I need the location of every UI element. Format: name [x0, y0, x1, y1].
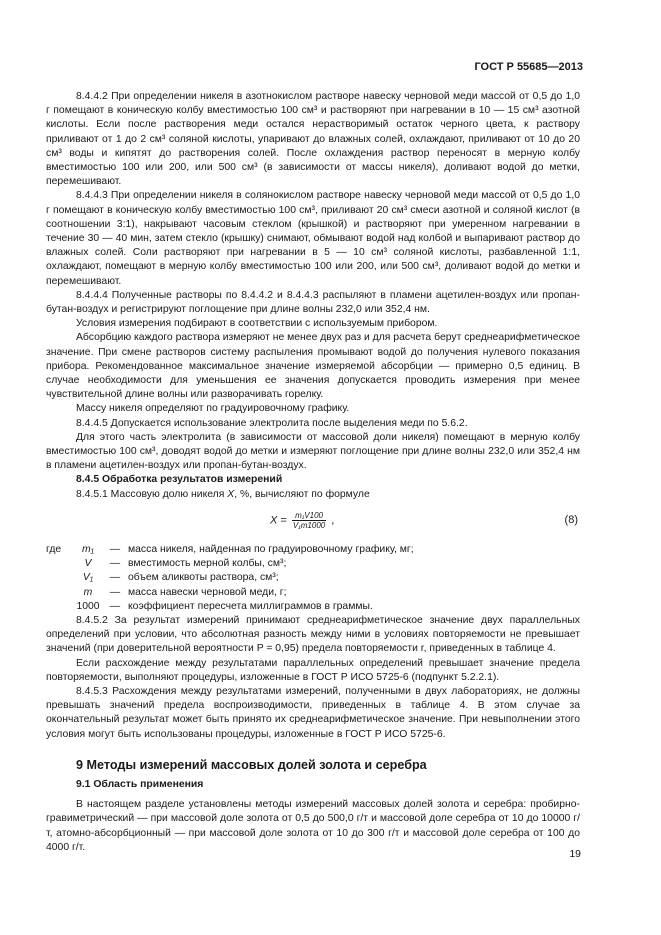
paragraph-8-4-5-1	[46, 488, 580, 502]
legend-description: вместимость мерной колбы, см³;	[128, 558, 287, 570]
legend-symbol: V₁	[82, 572, 94, 584]
legend-symbol: m₁	[82, 543, 94, 555]
formula-lhs: X	[270, 514, 278, 527]
legend-dash: —	[109, 600, 121, 612]
legend-where-word: где	[46, 543, 62, 555]
legend-symbol: m	[83, 586, 93, 598]
legend-row	[46, 600, 414, 614]
paragraph-measurement-conditions: Условия измерения подбирают в соответствии с используемым прибором.	[76, 318, 438, 330]
paragraph-nickel-mass: Массу никеля определяют по градуировочному графику.	[76, 403, 350, 415]
formula-number: (8)	[564, 513, 578, 526]
legend-row	[46, 586, 414, 600]
formula-numerator: m₁V100	[292, 511, 326, 521]
legend-description: объем аликвоты раствора, см³;	[128, 572, 279, 584]
paragraph-8-4-5-1-pre: 8.4.5.1 Массовую долю никеля	[76, 488, 228, 500]
subsection-heading-8-4-5: 8.4.5 Обработка результатов измерений	[76, 474, 283, 486]
legend-row	[46, 557, 414, 571]
legend-symbol: 1000	[76, 600, 100, 612]
page-number: 19	[569, 848, 581, 860]
document-body	[46, 90, 580, 855]
variable-legend	[46, 543, 580, 614]
paragraph-repeatability-exceeded: Если расхождение между результатами параллельных определений превышает значение предела повторяемости, выполняют процедуры, изложенные в ГОСТ Р ИСО 5725-6 (подпункт 5.2.2.1).	[46, 657, 580, 683]
formula-8	[46, 505, 580, 535]
legend-dash: —	[109, 586, 121, 598]
formula-tail: ,	[328, 514, 335, 527]
variable-x: X	[227, 488, 235, 500]
variable-legend-table	[46, 543, 414, 614]
paragraph-8-4-4-4: 8.4.4.4 Полученные растворы по 8.4.4.2 и 8.4.4.3 распыляют в пламени ацетилен-воздух или пропан-бутан-воздух и регистрируют поглощение при длине волны 232,0 или 352,4 нм.	[46, 289, 580, 316]
legend-description: коэффициент пересчета миллиграммов в граммы.	[128, 600, 373, 612]
paragraph-8-4-4-2: 8.4.4.2 При определении никеля в азотнокислом растворе навеску черновой меди массой от 0,5 до 1,0 г помещают в коническую колбу вместимостью 100 см³ и растворяют при нагревании в 10 — 15 см³ азотной кислоты. Если после растворения меди остался нерастворимый остаток черного цвета, к раствору приливают от 1 до 2 см³ соляной кислоты, упаривают до влажных солей, охлаждают, приливают от 10 до 20 см³ воды и кипятят до растворения солей. После охлаждения раствор переносят в мерную колбу вместимостью 100 или 200, или 500 см³ (в зависимости от массы никеля), доливают водой до метки, перемешивают.	[46, 91, 580, 188]
legend-description: масса навески черновой меди, г;	[128, 586, 287, 598]
legend-row	[46, 571, 414, 585]
subsection-heading-9-1: 9.1 Область применения	[76, 778, 204, 790]
formula-denominator: V₁m1000	[292, 520, 326, 530]
paragraph-8-4-4-3: 8.4.4.3 При определении никеля в солянокислом растворе навеску черновой меди массой от 0,5 до 1,0 г помещают в коническую колбу вместимостью 100 см³, приливают 20 см³ смеси азотной и соляной кислот (в соотношении 3:1), накрывают часовым стеклом (крышкой) и растворяют при умеренном нагревании в течение 30 — 40 мин, затем стекло (крышку) снимают, обмывают водой над колбой и выпаривают раствор до влажных солей. Соли растворяют при нагревании в 5 — 10 см³ соляной кислоты, разбавленной 1:1, охлаждают, помещают в мерную колбу вместимостью 100 или 200, или 500 см³, доливают водой до метки и перемешивают.	[46, 190, 580, 287]
legend-dash: —	[109, 558, 121, 570]
document-code-header: ГОСТ Р 55685—2013	[474, 61, 583, 73]
paragraph-8-4-5-2: 8.4.5.2 За результат измерений принимают среднеарифметическое значение двух параллельных определений при условии, что абсолютная разность между ними в условиях повторяемости не превышает значений (при доверительной вероятности P = 0,95) предела повторяемости r, приведенных в таблице 4.	[46, 614, 580, 655]
legend-row	[46, 543, 414, 557]
paragraph-8-4-4-5: 8.4.4.5 Допускается использование электролита после выделения меди по 5.6.2.	[76, 417, 468, 429]
formula-equals: =	[277, 514, 290, 527]
paragraph-8-4-5-1-post: , %, вычисляют по формуле	[234, 488, 370, 500]
legend-symbol: V	[84, 558, 92, 570]
legend-dash: —	[109, 572, 121, 584]
section-heading-9: 9 Методы измерений массовых долей золота и серебра	[76, 757, 427, 772]
paragraph-8-4-5-3: 8.4.5.3 Расхождения между результатами измерений, полученными в двух лабораториях, не должны превышать значений предела воспроизводимости, приведенных в таблице 4. В этом случае за окончательный результат может быть принято их среднеарифметическое значение. При невыполнении этого условия могут быть использованы процедуры, изложенные в ГОСТ Р ИСО 5725-6.	[46, 685, 580, 740]
paragraph-electrolyte: Для этого часть электролита (в зависимости от массовой доли никеля) помещают в мерную колбу вместимостью 100 см³, доводят водой до метки и измеряют поглощение при длине волны 232,0 или 352,4 нм в пламени ацетилен-воздух или пропан-бутан-воздух.	[46, 431, 580, 472]
formula-expression	[270, 511, 334, 530]
paragraph-absorption: Абсорбцию каждого раствора измеряют не менее двух раз и для расчета берут среднеарифметическое значение. При смене растворов систему распыления промывают водой до получения нулевого показания прибора. Рекомендованное максимальное значение измеряемой абсорбции — примерно 0,5 единиц. В случае необходимости для уменьшения ее значения допускается проводить измерения при менее чувствительной длине волны или разворачивать горелку.	[46, 332, 580, 401]
paragraph-9-1-scope: В настоящем разделе установлены методы измерений массовых долей золота и серебра: пробирно-гравиметрический — при массовой доле золота от 0,5 до 500,0 г/т и массовой доле серебра от 10 до 10000 г/т, атомно-абсорбционный — при массовой доле золота от 10 до 300 г/т и массовой доле серебра от 100 до 4000 г/т.	[46, 799, 580, 853]
formula-fraction	[292, 511, 326, 530]
legend-description: масса никеля, найденная по градуировочному графику, мг;	[128, 543, 414, 555]
legend-dash: —	[109, 543, 121, 555]
